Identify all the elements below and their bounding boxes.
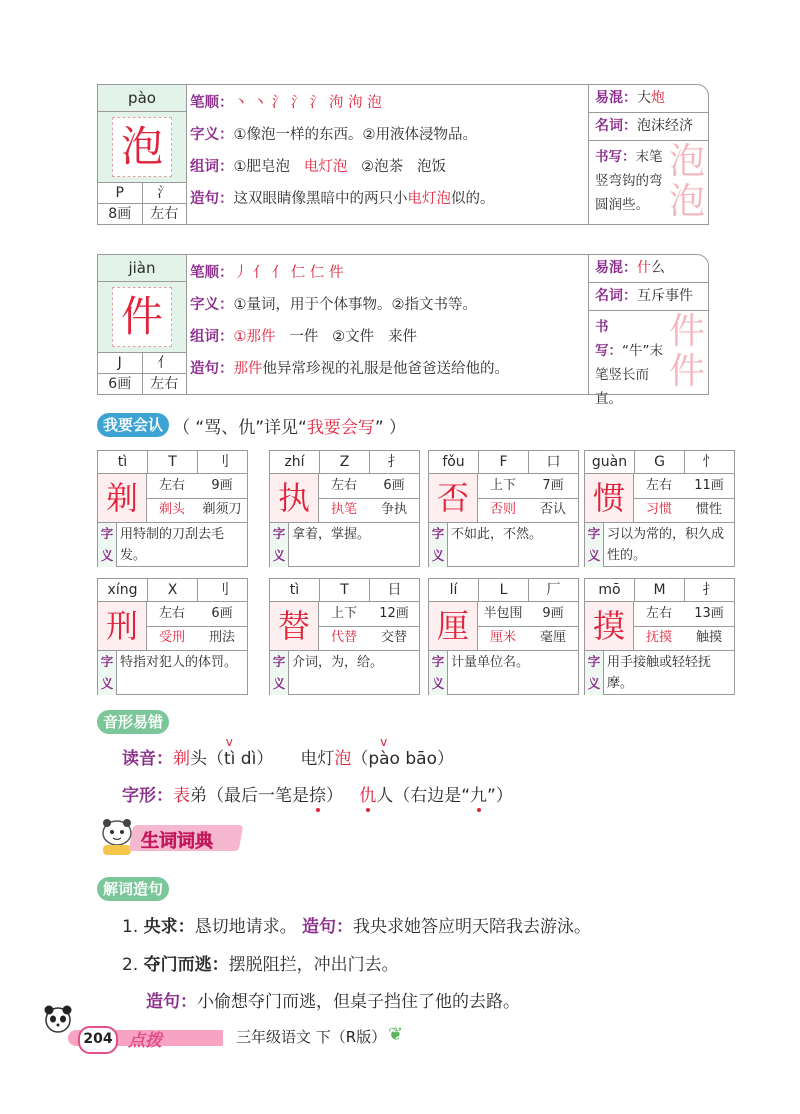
radical: 亻 bbox=[142, 353, 187, 373]
sc-character: 厘 bbox=[429, 602, 478, 650]
writing-tip-text bbox=[595, 145, 665, 217]
text-part: ”） bbox=[487, 786, 513, 806]
sc-meaning: 介词，为，给。 bbox=[292, 655, 384, 670]
sc-word-highlight: 代替 bbox=[330, 630, 357, 645]
sc-character: 执 bbox=[270, 474, 319, 522]
sc-structure-row bbox=[478, 474, 578, 499]
sc-structure: 左右 bbox=[645, 478, 672, 493]
sc-radical-pinyin: T bbox=[147, 451, 197, 473]
sc-structure-row bbox=[634, 602, 734, 627]
sc-pinyin: zhí bbox=[284, 454, 305, 470]
structure: 左右 bbox=[142, 374, 187, 394]
bamboo-icon: ❦ bbox=[388, 1024, 404, 1045]
confusable-label: 易混： bbox=[595, 260, 637, 276]
sc-body bbox=[429, 602, 578, 651]
section-title: 我要会认 bbox=[97, 413, 169, 437]
sc-word: 惯性 bbox=[695, 502, 722, 517]
words-row bbox=[190, 321, 588, 353]
char-details bbox=[190, 87, 588, 215]
page-footer bbox=[40, 1018, 800, 1054]
sc-structure: 左右 bbox=[645, 606, 672, 621]
sc-words-row bbox=[319, 626, 419, 650]
brand-logo: 点拨 bbox=[128, 1031, 162, 1051]
stroke-order-label: 笔顺： bbox=[190, 95, 234, 111]
sc-structure: 左右 bbox=[330, 478, 357, 493]
section-title: 音形易错 bbox=[97, 710, 169, 734]
small-char-card bbox=[97, 450, 248, 567]
note-part: ” ） bbox=[374, 417, 407, 438]
sc-radical-pinyin: L bbox=[478, 579, 528, 601]
word: 电灯泡 bbox=[303, 159, 348, 175]
sc-header bbox=[429, 451, 578, 474]
sc-meaning-label: 字义 bbox=[98, 523, 117, 567]
structure: 左右 bbox=[142, 204, 187, 224]
sc-structure-row bbox=[147, 474, 247, 499]
meaning: ①量词，用于个体事物。②指文书等。 bbox=[233, 297, 477, 313]
sc-meaning-row bbox=[585, 523, 734, 567]
sc-header bbox=[98, 451, 247, 474]
section-confusion-header bbox=[97, 710, 169, 734]
sentence-part: 这双眼睛像黑暗中的两只小 bbox=[233, 191, 408, 207]
item-sentence-label: 造句： bbox=[302, 917, 354, 937]
sc-character: 替 bbox=[270, 602, 319, 650]
sentence-label: 造句： bbox=[190, 361, 234, 377]
small-char-card bbox=[584, 450, 735, 567]
sc-meaning: 不如此，不然。 bbox=[451, 527, 543, 542]
sc-meaning: 拿着，掌握。 bbox=[292, 527, 371, 542]
term: 泡沫经济 bbox=[637, 118, 693, 134]
sc-radical: 忄 bbox=[684, 451, 734, 473]
sc-pinyin: mō bbox=[598, 582, 621, 598]
char-info-column bbox=[98, 255, 187, 394]
sc-word: 刑法 bbox=[208, 630, 235, 645]
text-part: ） bbox=[326, 786, 343, 806]
sc-radical-pinyin: Z bbox=[319, 451, 369, 473]
sc-structure: 左右 bbox=[158, 606, 185, 621]
sc-radical: 日 bbox=[369, 579, 419, 601]
text-part: （ bbox=[351, 749, 369, 769]
sc-meaning-row bbox=[429, 651, 578, 695]
dictionary-title: 生词词典 bbox=[141, 831, 213, 852]
stroke-row bbox=[98, 374, 186, 394]
sc-strokes: 9画 bbox=[211, 478, 233, 493]
writing-tip-text bbox=[595, 315, 665, 411]
sc-meaning-label: 字义 bbox=[585, 651, 604, 695]
emphasis-char: 捺 bbox=[309, 786, 326, 806]
sentence-part: 他异常珍视的礼服是他爸爸送给他的。 bbox=[262, 361, 509, 377]
word-item-2-sentence bbox=[146, 987, 520, 1012]
sc-radical: 厂 bbox=[528, 579, 578, 601]
writing-sample-char: 件 bbox=[668, 351, 705, 392]
sc-strokes: 6画 bbox=[211, 606, 233, 621]
sc-body bbox=[98, 602, 247, 651]
char-card-pao bbox=[97, 84, 709, 225]
sc-word-highlight: 剃头 bbox=[158, 502, 185, 517]
sentence-label: 造句： bbox=[190, 191, 234, 207]
sc-body bbox=[270, 474, 419, 523]
radical-pinyin: P bbox=[115, 185, 124, 201]
confusable-row bbox=[589, 255, 709, 283]
item-definition: 摆脱阻拦，冲出门去。 bbox=[228, 955, 399, 975]
sc-word: 毫厘 bbox=[539, 630, 566, 645]
stroke-order: 丶 丶 氵 氵 氵 泃 泃 泡 bbox=[233, 95, 382, 111]
sc-header bbox=[270, 451, 419, 474]
sc-meaning-label: 字义 bbox=[98, 651, 117, 695]
confusable-char: 什 bbox=[637, 260, 651, 276]
pronunciation-line bbox=[122, 744, 454, 769]
sc-meaning-row bbox=[270, 523, 419, 567]
sc-structure: 左右 bbox=[158, 478, 185, 493]
pinyin: pào bbox=[98, 85, 186, 112]
sc-character: 刑 bbox=[98, 602, 147, 650]
sc-radical-pinyin: T bbox=[319, 579, 369, 601]
small-char-card bbox=[428, 578, 579, 695]
sc-word: 否认 bbox=[539, 502, 566, 517]
term: 互斥事件 bbox=[637, 288, 693, 304]
sc-radical: 刂 bbox=[197, 579, 247, 601]
note-part: （ “骂、仇”详见“ bbox=[173, 417, 307, 438]
sc-character: 剃 bbox=[98, 474, 147, 522]
word: 来件 bbox=[387, 329, 417, 345]
char-info-column bbox=[98, 85, 187, 224]
stroke-order-label: 笔顺： bbox=[190, 265, 234, 281]
sc-structure: 上下 bbox=[489, 478, 516, 493]
char-card-jian bbox=[97, 254, 709, 407]
text-part: ） bbox=[436, 749, 454, 769]
sc-radical-pinyin: X bbox=[147, 579, 197, 601]
writing-tip bbox=[589, 141, 709, 229]
sc-meaning: 计量单位名。 bbox=[451, 655, 530, 670]
dictionary-banner bbox=[97, 815, 247, 857]
term-row bbox=[589, 283, 709, 311]
sc-word-highlight: 抚摸 bbox=[645, 630, 672, 645]
note-highlight: 我要会写 bbox=[306, 417, 375, 438]
sc-pinyin: tì bbox=[289, 582, 300, 598]
wrong-pinyin: bāo bbox=[405, 749, 437, 769]
sentence-row bbox=[190, 183, 588, 215]
sc-structure-row bbox=[319, 602, 419, 627]
item-sentence-label: 造句： bbox=[146, 992, 197, 1012]
sc-meaning-label: 字义 bbox=[270, 651, 289, 695]
sc-meaning-row bbox=[98, 523, 247, 567]
item-sentence: 我央求她答应明天陪我去游泳。 bbox=[353, 917, 592, 937]
char-box bbox=[98, 112, 186, 183]
item-word: 夺门而逃： bbox=[143, 955, 229, 975]
main-character: 泡 bbox=[112, 117, 172, 177]
text-part: 人（右边是“ bbox=[376, 786, 471, 806]
item-number: 2. bbox=[122, 955, 139, 975]
sc-strokes: 11画 bbox=[694, 478, 724, 493]
sc-body bbox=[270, 602, 419, 651]
sc-radical: 扌 bbox=[684, 579, 734, 601]
sc-word-highlight: 否则 bbox=[489, 502, 516, 517]
section-title: 解词造句 bbox=[97, 877, 169, 901]
sc-pinyin: fǒu bbox=[442, 454, 465, 470]
word: ①那件 bbox=[233, 329, 276, 345]
meaning-label: 字义： bbox=[190, 127, 234, 143]
text-part: 头（ bbox=[190, 749, 224, 769]
sc-strokes: 12画 bbox=[379, 606, 409, 621]
sc-meaning: 特指对犯人的体罚。 bbox=[120, 655, 238, 670]
text-part: 电灯 bbox=[300, 749, 335, 769]
sc-words-row bbox=[147, 498, 247, 522]
sc-radical-pinyin: M bbox=[634, 579, 684, 601]
meaning-label: 字义： bbox=[190, 297, 234, 313]
stroke-count: 6画 bbox=[108, 376, 132, 392]
book-title: 三年级语文 下（R版） bbox=[236, 1028, 387, 1046]
sc-body bbox=[98, 474, 247, 523]
highlight-char: 剃 bbox=[173, 749, 190, 769]
writing-tip-content: 末笔竖弯钩的弯圆润些。 bbox=[595, 149, 663, 213]
sc-meaning-label: 字义 bbox=[429, 523, 448, 567]
sc-word-highlight: 受刑 bbox=[158, 630, 185, 645]
sc-character: 否 bbox=[429, 474, 478, 522]
sentence-row bbox=[190, 353, 588, 385]
stroke-row bbox=[98, 204, 186, 224]
sc-words-row bbox=[147, 626, 247, 650]
sc-structure: 上下 bbox=[330, 606, 357, 621]
sc-radical: 扌 bbox=[369, 451, 419, 473]
stroke-order-row bbox=[190, 87, 588, 119]
main-character: 件 bbox=[112, 287, 172, 347]
sc-strokes: 13画 bbox=[694, 606, 724, 621]
sc-radical: 口 bbox=[528, 451, 578, 473]
small-char-card bbox=[428, 450, 579, 567]
sc-meaning-row bbox=[585, 651, 734, 695]
term-row bbox=[589, 113, 709, 141]
confusable-row bbox=[589, 85, 709, 113]
sc-meaning: 习以为常的，积久成性的。 bbox=[607, 527, 725, 563]
stroke-order-row bbox=[190, 257, 588, 289]
sc-word-highlight: 厘米 bbox=[489, 630, 516, 645]
correct-pinyin: v tì bbox=[224, 749, 235, 769]
writing-sample-char: 件 bbox=[668, 311, 705, 352]
sc-word: 触摸 bbox=[695, 630, 722, 645]
sc-character: 摸 bbox=[585, 602, 634, 650]
radical: 氵 bbox=[142, 183, 187, 203]
sc-meaning: 用特制的刀刮去毛发。 bbox=[120, 527, 225, 563]
form-label: 字形： bbox=[122, 786, 173, 806]
sc-meaning: 用手接触或轻轻抚摩。 bbox=[607, 655, 712, 691]
section-words-header bbox=[97, 877, 169, 901]
meaning: ①像泡一样的东西。②用液体浸物品。 bbox=[233, 127, 477, 143]
sc-header bbox=[429, 579, 578, 602]
small-char-card bbox=[584, 578, 735, 695]
sentence-highlight: 电灯泡 bbox=[407, 191, 451, 207]
sc-word-highlight: 习惯 bbox=[645, 502, 672, 517]
words-label: 组词： bbox=[190, 329, 234, 345]
item-sentence: 小偷想夺门而逃，但桌子挡住了他的去路。 bbox=[197, 992, 520, 1012]
radical-row bbox=[98, 353, 186, 374]
item-definition: 恳切地请求。 bbox=[194, 917, 297, 937]
small-char-card bbox=[269, 450, 420, 567]
sc-radical-pinyin: G bbox=[634, 451, 684, 473]
item-word: 央求： bbox=[143, 917, 195, 937]
word: ①肥皂泡 bbox=[233, 159, 290, 175]
sc-meaning-label: 字义 bbox=[585, 523, 604, 567]
highlight-char: 表 bbox=[173, 786, 190, 806]
writing-tip-content: “牛”末笔竖长而直。 bbox=[595, 343, 663, 407]
sc-structure-row bbox=[634, 474, 734, 499]
item-number: 1. bbox=[122, 917, 139, 937]
sc-strokes: 6画 bbox=[383, 478, 405, 493]
highlight-char: 泡 bbox=[334, 749, 352, 769]
sc-word: 交替 bbox=[380, 630, 407, 645]
meaning-row bbox=[190, 289, 588, 321]
char-tips-column bbox=[588, 85, 709, 224]
sc-pinyin: tì bbox=[117, 454, 128, 470]
sc-strokes: 7画 bbox=[542, 478, 564, 493]
char-details bbox=[190, 257, 588, 385]
sc-strokes: 9画 bbox=[542, 606, 564, 621]
sc-meaning-row bbox=[270, 651, 419, 695]
stroke-order: 丿 亻 亻 仁 仁 件 bbox=[233, 265, 344, 281]
word: 泡饭 bbox=[416, 159, 446, 175]
sc-meaning-row bbox=[98, 651, 247, 695]
sc-structure-row bbox=[319, 474, 419, 499]
char-tips-column bbox=[588, 255, 709, 407]
words-row bbox=[190, 151, 588, 183]
section-note bbox=[173, 413, 406, 438]
word: ②文件 bbox=[332, 329, 375, 345]
word-item-2 bbox=[122, 950, 399, 975]
small-char-card bbox=[97, 578, 248, 695]
pinyin: jiàn bbox=[98, 255, 186, 282]
sc-words-row bbox=[634, 498, 734, 522]
small-char-card bbox=[269, 578, 420, 695]
sc-body bbox=[429, 474, 578, 523]
word: ②泡茶 bbox=[361, 159, 404, 175]
confusable-part: 大 bbox=[637, 90, 651, 106]
confusable-label: 易混： bbox=[595, 90, 637, 106]
text-part: ） bbox=[256, 749, 274, 769]
sc-header bbox=[585, 451, 734, 474]
sc-words-row bbox=[478, 626, 578, 650]
meaning-row bbox=[190, 119, 588, 151]
confusable-part: 么 bbox=[651, 260, 665, 276]
sc-words-row bbox=[319, 498, 419, 522]
word: 一件 bbox=[289, 329, 319, 345]
writing-label: 书写： bbox=[595, 149, 636, 165]
writing-sample-char: 泡 bbox=[668, 181, 705, 222]
writing-label: 书写： bbox=[595, 319, 622, 359]
sc-radical-pinyin: F bbox=[478, 451, 528, 473]
sc-word: 争执 bbox=[380, 502, 407, 517]
words-label: 组词： bbox=[190, 159, 234, 175]
sc-structure-row bbox=[478, 602, 578, 627]
sc-meaning-label: 字义 bbox=[270, 523, 289, 567]
sc-pinyin: xíng bbox=[107, 582, 138, 598]
sc-pinyin: guàn bbox=[591, 454, 628, 470]
word-item-1 bbox=[122, 912, 591, 937]
radical-row bbox=[98, 183, 186, 204]
text-part: 弟（最后一笔是 bbox=[190, 786, 309, 806]
section-recognize-header bbox=[97, 413, 406, 437]
sc-header bbox=[98, 579, 247, 602]
char-box bbox=[98, 282, 186, 353]
sc-words-row bbox=[634, 626, 734, 650]
sc-meaning-row bbox=[429, 523, 578, 567]
sc-word-highlight: 执笔 bbox=[330, 502, 357, 517]
correct-pinyin: v pào bbox=[368, 749, 400, 769]
sc-header bbox=[270, 579, 419, 602]
radical-pinyin: J bbox=[117, 355, 122, 371]
sc-body bbox=[585, 474, 734, 523]
wrong-pinyin: dì bbox=[240, 749, 257, 769]
pronunciation-label: 读音： bbox=[122, 749, 173, 769]
stroke-count: 8画 bbox=[108, 206, 132, 222]
sc-structure: 半包围 bbox=[483, 606, 523, 621]
sc-header bbox=[585, 579, 734, 602]
sc-character: 惯 bbox=[585, 474, 634, 522]
sc-pinyin: lí bbox=[449, 582, 458, 598]
sc-words-row bbox=[478, 498, 578, 522]
emphasis-char: 九 bbox=[470, 786, 488, 806]
sc-word: 剃须刀 bbox=[202, 502, 242, 517]
term-label: 名词： bbox=[595, 288, 637, 304]
form-line bbox=[122, 781, 513, 806]
sc-body bbox=[585, 602, 734, 651]
sentence-highlight: 那件 bbox=[233, 361, 263, 377]
sc-radical: 刂 bbox=[197, 451, 247, 473]
sc-structure-row bbox=[147, 602, 247, 627]
page-number: 204 bbox=[78, 1026, 118, 1054]
highlight-char: 仇 bbox=[359, 786, 377, 806]
term-label: 名词： bbox=[595, 118, 637, 134]
writing-sample-char: 泡 bbox=[668, 141, 705, 182]
confusable-char: 炮 bbox=[651, 90, 665, 106]
sentence-part: 似的。 bbox=[451, 191, 495, 207]
sc-meaning-label: 字义 bbox=[429, 651, 448, 695]
writing-tip bbox=[589, 311, 709, 407]
